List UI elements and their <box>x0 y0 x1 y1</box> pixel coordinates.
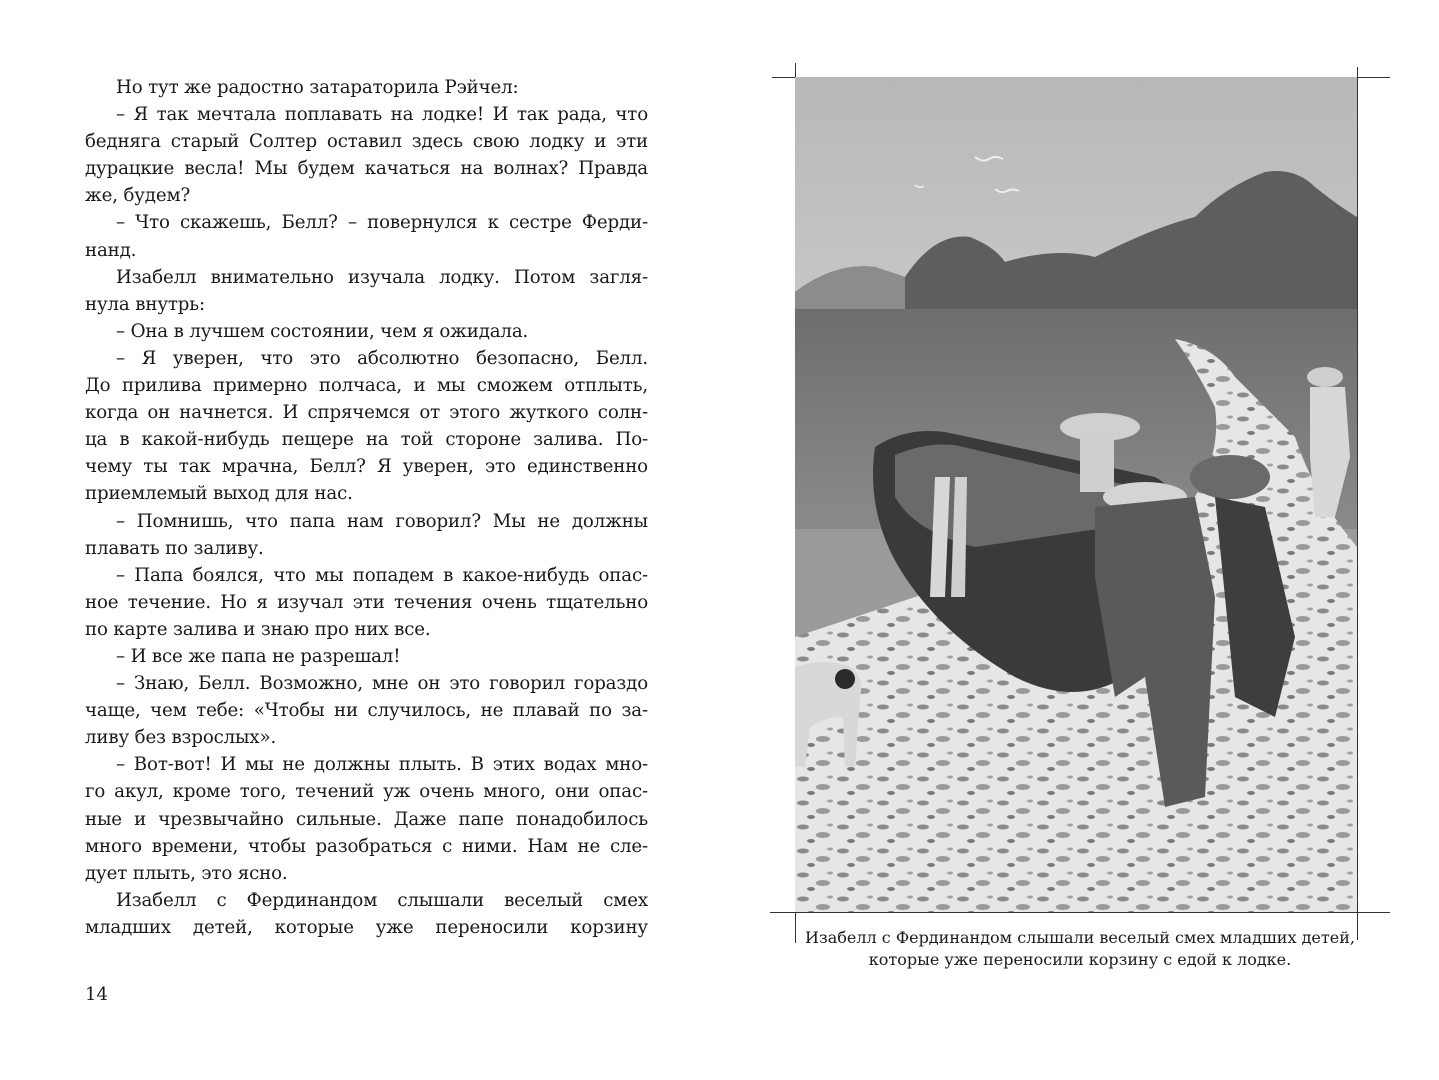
engraving-image <box>795 77 1357 912</box>
text-line: – Я уверен, что это абсолютно безопасно, Белл. <box>116 347 648 369</box>
text-line: по карте залива и знаю про них все. <box>85 618 431 640</box>
text-line: ные и чрезвычайно сильные. Даже папе понадобилось <box>85 808 648 830</box>
child-in-boat <box>1080 432 1114 492</box>
text-line: когда он начнется. И спрячемся от этого жуткого солн- <box>85 402 648 424</box>
frame-bottom-line <box>770 912 1390 913</box>
text-line: – И все же папа не разрешал! <box>116 645 401 667</box>
text-line: приемлемый выход для нас. <box>85 483 353 505</box>
text-line: нула внутрь: <box>85 293 205 315</box>
text-line: ливу без взрослых». <box>85 727 277 749</box>
illustration-figure <box>760 55 1400 975</box>
text-line: нанд. <box>85 239 137 261</box>
text-line: Изабелл внимательно изучала лодку. Потом загля- <box>116 266 648 288</box>
text-line: плавать по заливу. <box>85 537 264 559</box>
text-line: – Папа боялся, что мы попадем в какое-нибудь опас- <box>116 564 648 586</box>
text-line: дует плыть, это ясно. <box>85 862 288 884</box>
text-line: бедняга старый Солтер оставил здесь свою лодку и эти <box>85 131 648 153</box>
left-page-text <box>85 74 648 941</box>
text-line: дурацкие весла! Мы будем качаться на волнах? Правда <box>85 158 648 180</box>
text-line: ное течение. Но я изучал эти течения очень тщательно <box>85 591 648 613</box>
frame-right-line <box>1357 67 1358 940</box>
illustration-caption <box>760 927 1400 971</box>
text-line: До прилива примерно полчаса, и мы сможем отплыть, <box>85 375 648 397</box>
text-line: младших детей, которые уже переносили корзину <box>85 916 648 938</box>
text-line: – Она в лучшем состоянии, чем я ожидала. <box>116 320 529 342</box>
text-line: много времени, чтобы разобраться с ними. Нам не сле- <box>85 835 648 857</box>
page-number: 14 <box>85 984 108 1005</box>
text-line: – Что скажешь, Белл? – повернулся к сестре Ферди- <box>116 212 648 234</box>
text-line: же, будем? <box>85 185 191 207</box>
text-line: – Знаю, Белл. Возможно, мне он это говорил гораздо <box>116 673 648 695</box>
beach-boat-illustration <box>795 77 1357 912</box>
caption-line-1: Изабелл с Фердинандом слышали веселый смех младших детей, <box>805 928 1355 947</box>
text-line: го акул, кроме того, течений уж очень много, они опас- <box>85 781 648 803</box>
text-line: Но тут же радостно затараторила Рэйчел: <box>116 77 519 98</box>
text-line: ца в какой-нибудь пещере на той стороне залива. По- <box>85 429 648 451</box>
text-line: чаще, чем тебе: «Чтобы ни случилось, не плавай по за- <box>85 700 648 722</box>
text-line: – Вот-вот! И мы не должны плыть. В этих водах мно- <box>116 754 648 776</box>
text-line: – Помнишь, что папа нам говорил? Мы не должны <box>116 510 648 532</box>
caption-line-2: которые уже переносили корзину с едой к лодке. <box>868 950 1292 969</box>
body-text <box>85 74 648 941</box>
text-line: – Я так мечтала поплавать на лодке! И так рада, что <box>116 104 648 126</box>
girl-hat <box>1190 455 1270 499</box>
text-line: чему ты так мрачна, Белл? Я уверен, это единственно <box>85 456 648 478</box>
text-line: Изабелл с Фердинандом слышали веселый смех <box>116 889 648 911</box>
